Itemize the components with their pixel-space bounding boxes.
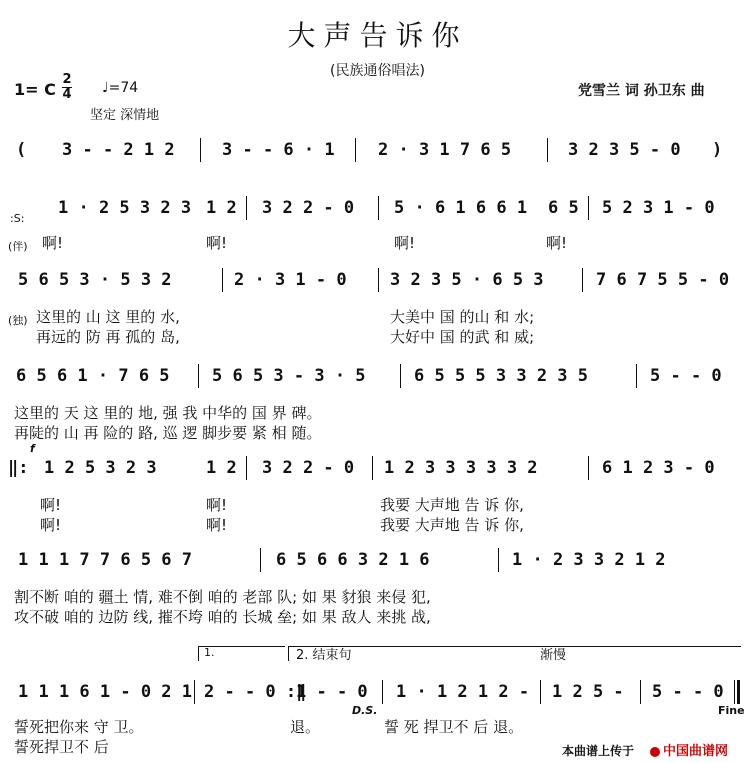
row3-measure1: 5 6 5 3 · 5 3 2: [18, 270, 172, 290]
row7-lyric1-c: 誓 死 捍卫不 后 退。: [384, 718, 524, 736]
row5-lyric1-a: 啊!: [40, 496, 62, 514]
ending-2-label: 2. 结束句: [296, 648, 352, 663]
row7-lyric1-a: 誓死把你来 守 卫。: [14, 718, 144, 736]
row6-measure1: 1 1 1 7 7 6 5 6 7: [18, 550, 192, 570]
row2-measure2: 1 2: [206, 198, 237, 218]
row5-measure3: 3 2 2 - 0: [262, 458, 355, 478]
row7-lyric2-a: 誓死捍卫不 后: [14, 738, 109, 756]
row2-lyric-1: 啊!: [42, 234, 64, 252]
time-bottom: 4: [62, 87, 72, 102]
row3-solo-tag: (独): [8, 314, 28, 327]
fine-mark: Fine: [718, 704, 745, 717]
row5-measure2: 1 2: [206, 458, 237, 478]
song-subtitle: (民族通俗唱法): [330, 63, 425, 79]
row2-measure4: 5 · 6 1 6 6 1: [394, 198, 528, 218]
row1-measure4: 3 2 3 5 - 0: [568, 140, 681, 160]
row7-measure5: 1 2 5 -: [552, 682, 624, 702]
song-title: 大声告诉你: [287, 19, 468, 52]
repeat-start: ‖:: [8, 458, 29, 478]
site-logo-text: 中国曲谱网: [663, 744, 729, 759]
row2-measure3: 3 2 2 - 0: [262, 198, 355, 218]
row2-measure6: 5 2 3 1 - 0: [602, 198, 715, 218]
row7-measure1: 1 1 1 6 1 - 0 2 1: [18, 682, 192, 702]
row4-lyric2: 再陡的 山 再 险的 路, 巡 逻 脚步要 紧 相 随。: [14, 424, 322, 442]
row3-lyric2-a: 再远的 防 再 孤的 岛,: [36, 328, 180, 346]
row4-measure1: 6 5 6 1 · 7 6 5: [16, 366, 170, 386]
segno-mark: :S:: [10, 212, 25, 225]
site-logo-icon: [650, 747, 660, 757]
row5-lyric2-b: 啊!: [206, 516, 228, 534]
row5-measure5: 6 1 2 3 - 0: [602, 458, 715, 478]
row1-suffix: ): [712, 140, 723, 160]
row3-measure3: 3 2 3 5 · 6 5 3: [390, 270, 544, 290]
row7-measure4: 1 · 1 2 1 2 -: [396, 682, 530, 702]
row2-measure5: 6 5: [548, 198, 579, 218]
time-top: 2: [62, 72, 72, 87]
key-signature: 1= C: [14, 80, 56, 99]
row3-lyric1-a: 这里的 山 这 里的 水,: [36, 308, 180, 326]
row1-measure2: 3 - - 6 · 1: [222, 140, 335, 160]
row4-measure4: 5 - - 0: [650, 366, 722, 386]
row5-measure4: 1 2 3 3 3 3 3 2: [384, 458, 538, 478]
row3-measure2: 2 · 3 1 - 0: [234, 270, 347, 290]
row2-measure1: 1 · 2 5 3 2 3: [58, 198, 192, 218]
row1-measure1: 3 - - 2 1 2: [62, 140, 175, 160]
tempo-mark: ♩=74: [102, 80, 139, 96]
row4-measure2: 5 6 5 3 - 3 · 5: [212, 366, 366, 386]
ending-1-label: 1.: [204, 646, 215, 659]
row5-lyric2-a: 啊!: [40, 516, 62, 534]
row4-measure3: 6 5 5 5 3 3 2 3 5: [414, 366, 588, 386]
row6-measure3: 1 · 2 3 3 2 1 2: [512, 550, 666, 570]
row5-lyric1-c: 我要 大声地 告 诉 你,: [380, 496, 524, 514]
site-logo: [650, 740, 728, 759]
dal-segno-mark: D.S.: [352, 704, 378, 717]
row5-lyric2-c: 我要 大声地 告 诉 你,: [380, 516, 524, 534]
row3-lyric2-b: 大好中 国 的武 和 威;: [390, 328, 535, 346]
time-signature: [62, 74, 72, 101]
credits: 党雪兰 词 孙卫东 曲: [578, 83, 705, 99]
row1-measure3: 2 · 3 1 7 6 5: [378, 140, 512, 160]
row7-measure6: 5 - - 0: [652, 682, 724, 702]
row7-measure3: 1 - - 0: [296, 682, 368, 702]
row5-lyric1-b: 啊!: [206, 496, 228, 514]
expression-mark: 坚定 深情地: [90, 108, 160, 123]
footer-text: 本曲谱上传于: [562, 744, 635, 758]
row2-lyric-4: 啊!: [546, 234, 568, 252]
row4-lyric1: 这里的 天 这 里的 地, 强 我 中华的 国 界 碑。: [14, 404, 322, 422]
row6-measure2: 6 5 6 6 3 2 1 6: [276, 550, 430, 570]
ending-2-bracket: [288, 646, 741, 661]
row7-measure2: 2 - - 0 :‖: [204, 682, 307, 702]
row2-lyric-tag: (伴): [8, 240, 28, 253]
ritardando-mark: 渐慢: [540, 648, 567, 663]
row6-lyric1: 割不断 咱的 疆土 情, 难不倒 咱的 老部 队; 如 果 豺狼 来侵 犯,: [14, 588, 431, 606]
row3-lyric1-b: 大美中 国 的山 和 水;: [390, 308, 535, 326]
row6-lyric2: 攻不破 咱的 边防 线, 摧不垮 咱的 长城 垒; 如 果 敌人 来挑 战,: [14, 608, 431, 626]
row7-lyric1-b: 退。: [290, 718, 321, 736]
row5-measure1: 1 2 5 3 2 3: [44, 458, 157, 478]
row2-lyric-2: 啊!: [206, 234, 228, 252]
row2-lyric-3: 啊!: [394, 234, 416, 252]
row1-prefix: (: [16, 140, 27, 160]
row3-measure4: 7 6 7 5 5 - 0: [596, 270, 730, 290]
forte-mark: f: [30, 442, 35, 455]
